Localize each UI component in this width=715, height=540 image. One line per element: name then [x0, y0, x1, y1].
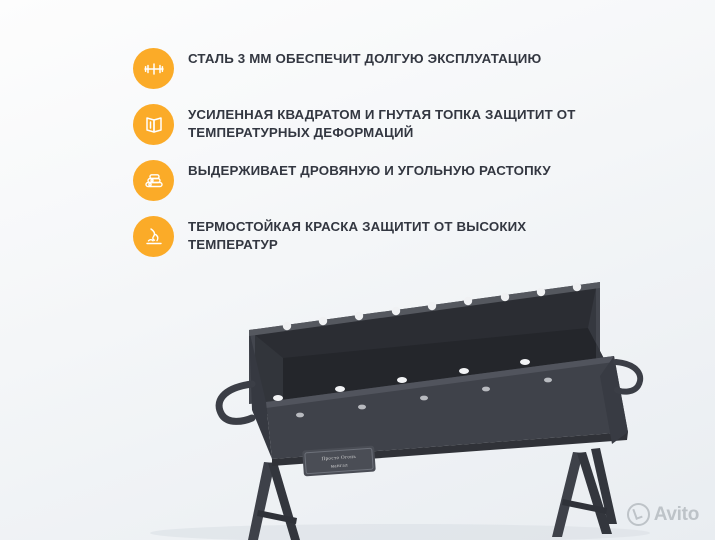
firewood-icon	[133, 160, 174, 201]
brand-plate	[302, 446, 376, 477]
avito-watermark-label: Avito	[653, 503, 699, 525]
list-item	[133, 103, 603, 144]
list-item	[133, 215, 603, 256]
list-item	[133, 47, 603, 88]
list-item	[133, 159, 603, 200]
grill-handles	[219, 384, 252, 421]
list-item-label: ТЕРМОСТОЙКАЯ КРАСКА ЗАЩИТИТ ОТ ВЫСОКИХ ТЕМПЕРАТУР	[188, 219, 527, 252]
list-item-label: СТАЛЬ 3 ММ ОБЕСПЕЧИТ ДОЛГУЮ ЭКСПЛУАТАЦИЮ	[188, 51, 542, 66]
feature-list	[133, 47, 603, 271]
brand-plate-sub: мангал	[330, 463, 349, 470]
grill-firebox	[249, 282, 628, 466]
avito-watermark	[627, 503, 699, 526]
brand-plate-label: Просто Огонь	[321, 454, 357, 463]
steel-thickness-icon	[133, 48, 174, 89]
folded-firebox-icon	[133, 104, 174, 145]
heat-resistant-paint-icon	[133, 216, 174, 257]
list-item-label: УСИЛЕННАЯ КВАДРАТОМ И ГНУТАЯ ТОПКА ЗАЩИТИТ ОТ ТЕМПЕРАТУРНЫХ ДЕФОРМАЦИЙ	[188, 107, 576, 140]
list-item-label: ВЫДЕРЖИВАЕТ ДРОВЯНУЮ И УГОЛЬНУЮ РАСТОПКУ	[188, 163, 551, 178]
grill-illustration	[0, 252, 715, 540]
avito-check-icon	[627, 503, 650, 526]
